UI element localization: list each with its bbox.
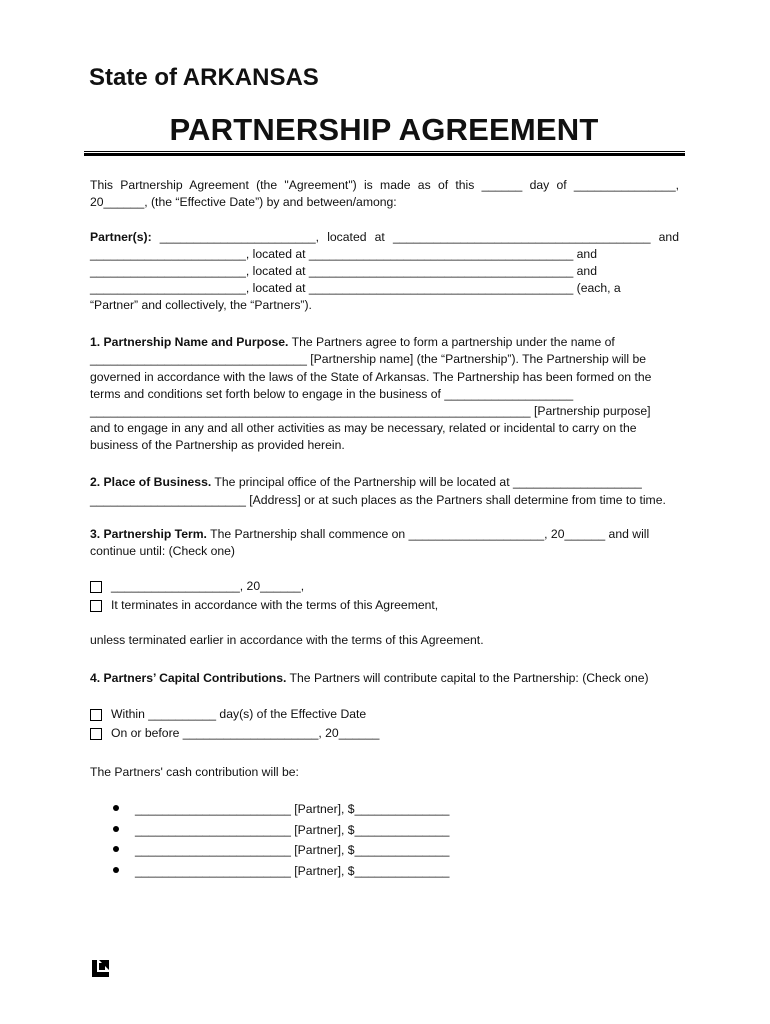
partners-line-1 [90, 229, 679, 246]
list-item [113, 801, 449, 818]
partners-line-3: _______________________, located at _______________________________________ and [90, 264, 597, 278]
section-2-line-1 [90, 474, 642, 491]
section-4-line-1 [90, 670, 649, 687]
contribution-entry: _______________________ [Partner], $______________ [135, 802, 450, 816]
contribution-option-within-label: Within __________ day(s) of the Effective Date [111, 707, 367, 721]
list-item [113, 863, 449, 880]
title-rule-thick [84, 153, 685, 156]
partners-line-1-text: _______________________, located at ______________________________________ and [151, 230, 679, 244]
bullet-icon [113, 867, 119, 873]
section-3-note: unless terminated earlier in accordance with the terms of this Agreement. [90, 633, 484, 647]
section-4-line-1-text: The Partners will contribute capital to the Partnership: (Check one) [286, 671, 649, 685]
checkbox-icon[interactable] [90, 581, 102, 593]
section-2-line-2: _______________________ [Address] or at such places as the Partners shall determine from time to time. [90, 493, 666, 507]
partners-line-2: _______________________, located at _______________________________________ and [90, 247, 597, 261]
contribution-entry: _______________________ [Partner], $______________ [135, 823, 450, 837]
section-3-line-1-text: The Partnership shall commence on ____________________, 20______ and will [206, 527, 650, 541]
section-2-line-1-text: The principal office of the Partnership will be located at ___________________ [211, 475, 642, 489]
contribution-option-within[interactable] [90, 706, 366, 723]
term-option-date-label: ___________________, 20______, [111, 579, 305, 593]
term-option-agreement[interactable] [90, 597, 438, 614]
state-heading: State of ARKANSAS [89, 64, 319, 91]
bullet-icon [113, 805, 119, 811]
term-option-agreement-label: It terminates in accordance with the terms of this Agreement, [111, 598, 439, 612]
intro-line-2: 20______, (the “Effective Date”) by and between/among: [90, 195, 397, 209]
contribution-entry: _______________________ [Partner], $______________ [135, 843, 450, 857]
partners-label: Partner(s): [90, 230, 152, 244]
section-3-line-2: continue until: (Check one) [90, 544, 235, 558]
bullet-icon [113, 826, 119, 832]
bullet-icon [113, 846, 119, 852]
contribution-entry: _______________________ [Partner], $______________ [135, 864, 450, 878]
section-3-line-1 [90, 526, 649, 543]
section-1-line-1-text: The Partners agree to form a partnership under the name of [288, 335, 615, 349]
section-1-line-3: governed in accordance with the laws of the State of Arkansas. The Partnership has been formed on the [90, 370, 652, 384]
section-4-heading: 4. Partners’ Capital Contributions. [90, 671, 287, 685]
checkbox-icon[interactable] [90, 709, 102, 721]
section-1-line-6: and to engage in any and all other activities as may be necessary, related or incidental to carry on the [90, 421, 637, 435]
list-item [113, 822, 449, 839]
term-option-date[interactable] [90, 578, 304, 595]
section-1-heading: 1. Partnership Name and Purpose. [90, 335, 289, 349]
section-1-line-5: _________________________________________________________________ [Partnership purpose] [90, 404, 651, 418]
list-item [113, 842, 449, 859]
checkbox-icon[interactable] [90, 728, 102, 740]
checkbox-icon[interactable] [90, 600, 102, 612]
partners-line-5: “Partner” and collectively, the “Partners”). [90, 298, 312, 312]
title-rule-thin [84, 151, 685, 152]
document-logo-icon [92, 960, 109, 977]
section-1-line-2: ________________________________ [Partnership name] (the “Partnership”). The Partnership will be [90, 352, 647, 366]
section-2-heading: 2. Place of Business. [90, 475, 212, 489]
cash-contribution-intro: The Partners' cash contribution will be: [90, 765, 299, 779]
section-1-line-7: business of the Partnership as provided herein. [90, 438, 345, 452]
section-1-line-4: terms and conditions set forth below to engage in the business of ___________________ [90, 387, 574, 401]
document-title: PARTNERSHIP AGREEMENT [169, 112, 599, 147]
partners-line-4: _______________________, located at _______________________________________ (each, a [90, 281, 621, 295]
section-3-heading: 3. Partnership Term. [90, 527, 207, 541]
contribution-option-before-label: On or before ____________________, 20______ [111, 726, 380, 740]
contribution-option-before[interactable] [90, 725, 379, 742]
section-1-line-1 [90, 334, 615, 351]
intro-line-1: This Partnership Agreement (the "Agreement") is made as of this ______ day of _______________, [90, 178, 679, 192]
